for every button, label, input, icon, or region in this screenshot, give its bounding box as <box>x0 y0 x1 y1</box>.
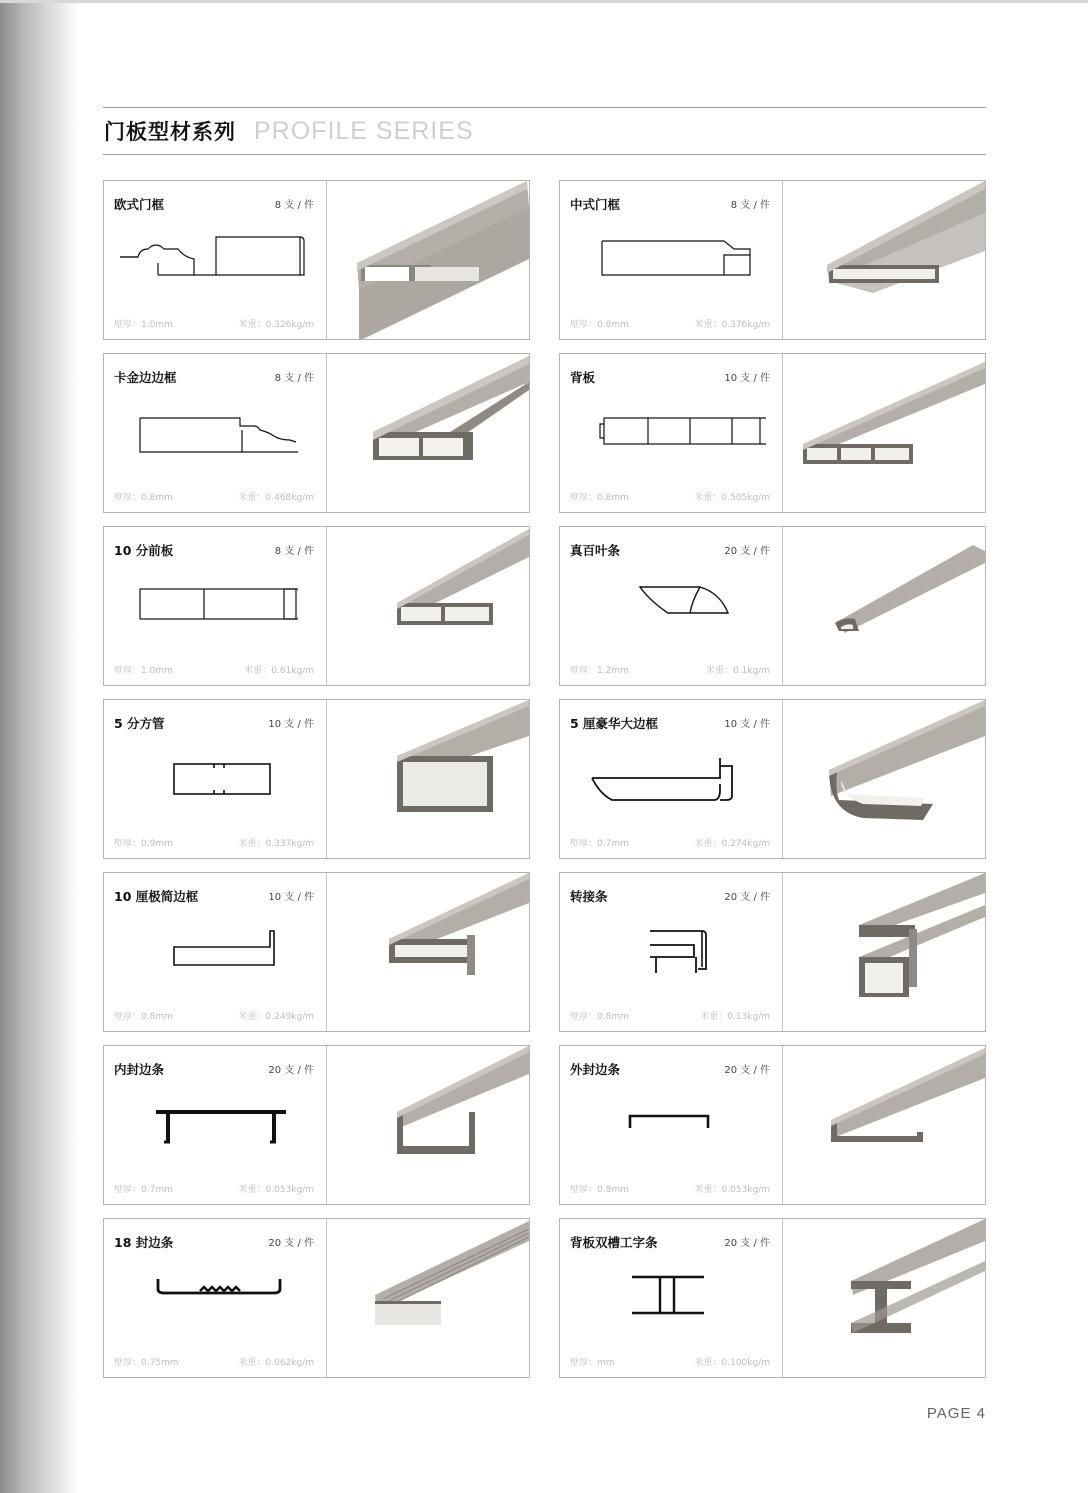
header-bottom-rule <box>103 154 986 155</box>
profile-wall-thickness: 壁厚：mm <box>570 1358 615 1368</box>
profile-name: 内封边条 <box>114 1062 165 1077</box>
profile-cross-section <box>118 1092 314 1154</box>
profile-cross-section <box>118 746 314 808</box>
profile-cross-section <box>574 919 770 981</box>
page-top-edge <box>0 0 1088 3</box>
profile-cross-section <box>118 573 314 635</box>
profile-card <box>103 1045 530 1205</box>
profile-cross-section <box>574 1265 770 1327</box>
profile-cross-section <box>118 919 314 981</box>
profile-pack-qty: 10 支 / 件 <box>724 373 770 384</box>
profile-card <box>103 180 530 340</box>
title-chinese: 门板型材系列 <box>104 120 236 144</box>
profile-render-image <box>327 181 529 339</box>
profile-meter-weight: 米重：0.13kg/m <box>700 1012 770 1022</box>
profile-pack-qty: 8 支 / 件 <box>274 373 314 384</box>
profile-render-image <box>783 181 985 339</box>
profile-card <box>103 526 530 686</box>
profile-pack-qty: 20 支 / 件 <box>724 1238 770 1249</box>
profile-name: 欧式门框 <box>114 197 165 212</box>
profile-card <box>559 180 986 340</box>
profile-spec-panel <box>104 1046 327 1204</box>
profile-render-image <box>327 354 529 512</box>
profile-card <box>559 1045 986 1205</box>
profile-meter-weight: 米重：0.249kg/m <box>238 1012 314 1022</box>
profile-pack-qty: 20 支 / 件 <box>268 1065 314 1076</box>
profile-spec-panel <box>104 1219 327 1377</box>
profile-render-image <box>327 873 529 1031</box>
profile-wall-thickness: 壁厚：0.75mm <box>114 1358 179 1368</box>
profile-cross-section <box>574 573 770 635</box>
profile-wall-thickness: 壁厚：0.8mm <box>570 1185 629 1195</box>
profile-meter-weight: 米重：0.274kg/m <box>694 839 770 849</box>
profile-name: 5 分方管 <box>114 716 165 731</box>
page-title <box>104 116 474 150</box>
header-top-rule <box>103 107 986 108</box>
profile-render-image <box>783 700 985 858</box>
profile-name: 18 封边条 <box>114 1235 174 1250</box>
profile-render-image <box>783 873 985 1031</box>
profile-card <box>559 699 986 859</box>
profile-wall-thickness: 壁厚：1.0mm <box>114 320 173 330</box>
profile-spec-panel <box>560 700 783 858</box>
profile-meter-weight: 米重：0.468kg/m <box>238 493 314 503</box>
profile-pack-qty: 20 支 / 件 <box>268 1238 314 1249</box>
profile-wall-thickness: 壁厚：1.0mm <box>114 666 173 676</box>
profile-spec-panel <box>560 1046 783 1204</box>
profile-render-image <box>783 527 985 685</box>
profile-pack-qty: 10 支 / 件 <box>268 892 314 903</box>
profile-meter-weight: 米重：0.326kg/m <box>238 320 314 330</box>
profile-cross-section <box>574 1092 770 1154</box>
profile-meter-weight: 米重：0.337kg/m <box>238 839 314 849</box>
profile-name: 转接条 <box>570 889 608 904</box>
profile-pack-qty: 10 支 / 件 <box>268 719 314 730</box>
profile-meter-weight: 米重：0.100kg/m <box>694 1358 770 1368</box>
profile-wall-thickness: 壁厚：0.8mm <box>114 493 173 503</box>
profile-meter-weight: 米重：0.062kg/m <box>238 1358 314 1368</box>
profile-wall-thickness: 壁厚：0.7mm <box>570 839 629 849</box>
profile-render-image <box>783 1046 985 1204</box>
profile-spec-panel <box>560 873 783 1031</box>
profile-spec-panel <box>560 1219 783 1377</box>
profile-name: 外封边条 <box>570 1062 621 1077</box>
profile-meter-weight: 米重：0.053kg/m <box>694 1185 770 1195</box>
profile-spec-panel <box>104 700 327 858</box>
profile-name: 10 分前板 <box>114 543 174 558</box>
profile-name: 10 厘极简边框 <box>114 889 199 904</box>
title-english: PROFILE SERIES <box>254 117 474 145</box>
profile-wall-thickness: 壁厚：0.8mm <box>570 493 629 503</box>
profile-wall-thickness: 壁厚：0.8mm <box>570 1012 629 1022</box>
profile-render-image <box>327 1046 529 1204</box>
profile-card <box>103 699 530 859</box>
profile-spec-panel <box>104 181 327 339</box>
profile-wall-thickness: 壁厚：0.7mm <box>114 1185 173 1195</box>
profile-wall-thickness: 壁厚：0.8mm <box>114 1012 173 1022</box>
profile-render-image <box>783 1219 985 1377</box>
profile-name: 5 厘豪华大边框 <box>570 716 659 731</box>
profile-name: 真百叶条 <box>570 543 621 558</box>
profile-pack-qty: 8 支 / 件 <box>274 546 314 557</box>
profile-name: 背板双槽工字条 <box>570 1235 658 1250</box>
profile-spec-panel <box>104 527 327 685</box>
profile-pack-qty: 20 支 / 件 <box>724 546 770 557</box>
profile-spec-panel <box>104 873 327 1031</box>
profile-card <box>103 353 530 513</box>
profile-name: 背板 <box>570 370 596 385</box>
profile-render-image <box>327 700 529 858</box>
profile-wall-thickness: 壁厚：0.8mm <box>570 320 629 330</box>
page-number: PAGE 4 <box>926 1405 986 1422</box>
profile-pack-qty: 10 支 / 件 <box>724 719 770 730</box>
profile-meter-weight: 米重：0.376kg/m <box>694 320 770 330</box>
profile-render-image <box>327 527 529 685</box>
profile-card <box>559 1218 986 1378</box>
profile-cross-section <box>574 227 770 289</box>
profile-cross-section <box>118 227 314 289</box>
profile-cross-section <box>574 746 770 808</box>
profile-card <box>103 872 530 1032</box>
profile-wall-thickness: 壁厚：1.2mm <box>570 666 629 676</box>
book-spine-shadow <box>0 0 80 1493</box>
profile-meter-weight: 米重：0.053kg/m <box>238 1185 314 1195</box>
profile-name: 中式门框 <box>570 197 621 212</box>
profile-meter-weight: 米重：0.1kg/m <box>705 666 770 676</box>
profile-card <box>559 353 986 513</box>
profile-spec-panel <box>560 354 783 512</box>
profile-spec-panel <box>104 354 327 512</box>
profile-spec-panel <box>560 527 783 685</box>
profile-card <box>559 872 986 1032</box>
profile-spec-panel <box>560 181 783 339</box>
profile-pack-qty: 20 支 / 件 <box>724 892 770 903</box>
profile-cross-section <box>118 1265 314 1327</box>
profile-meter-weight: 米重：0.61kg/m <box>244 666 314 676</box>
profile-grid <box>103 180 987 1380</box>
profile-card <box>559 526 986 686</box>
profile-cross-section <box>118 400 314 462</box>
profile-render-image <box>327 1219 529 1377</box>
profile-render-image <box>783 354 985 512</box>
profile-pack-qty: 8 支 / 件 <box>730 200 770 211</box>
profile-name: 卡金边边框 <box>114 370 177 385</box>
profile-card <box>103 1218 530 1378</box>
profile-pack-qty: 20 支 / 件 <box>724 1065 770 1076</box>
profile-wall-thickness: 壁厚：0.9mm <box>114 839 173 849</box>
profile-cross-section <box>574 400 770 462</box>
profile-pack-qty: 8 支 / 件 <box>274 200 314 211</box>
profile-meter-weight: 米重：0.505kg/m <box>694 493 770 503</box>
